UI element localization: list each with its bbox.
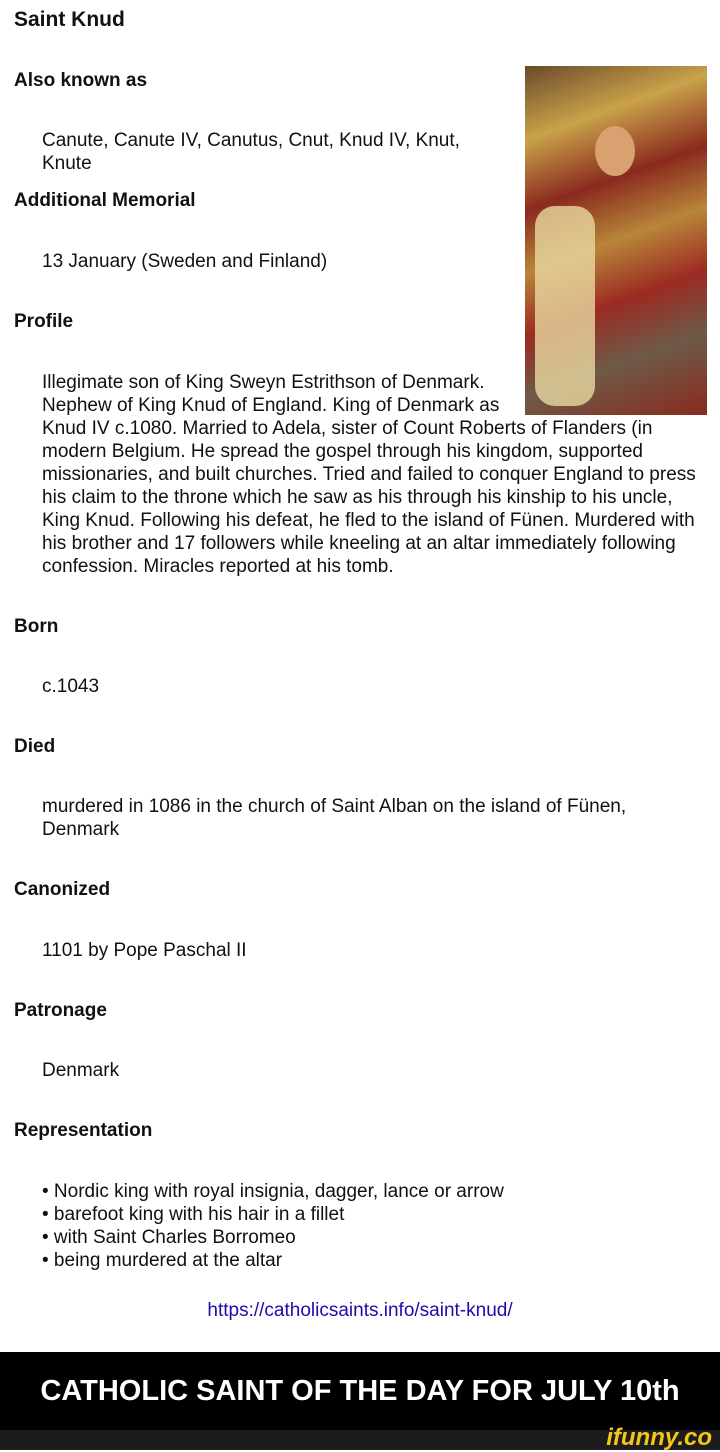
profile-text <box>42 371 702 578</box>
page-title: Saint Knud <box>14 8 125 31</box>
also-known-as-text: Canute, Canute IV, Canutus, Cnut, Knud IV, Knut, Knute <box>42 130 460 174</box>
ifunny-watermark-logo: ifunny.co <box>606 1424 712 1451</box>
list-item: • barefoot king with his hair in a fillet <box>42 1204 345 1225</box>
memorial-text: 13 January (Sweden and Finland) <box>42 251 328 272</box>
heading-profile: Profile <box>14 311 74 332</box>
list-item: • with Saint Charles Borromeo <box>42 1227 296 1248</box>
heading-canonized: Canonized <box>14 879 111 900</box>
died-text: murdered in 1086 in the church of Saint Alban on the island of Fünen, Denmark <box>42 796 627 840</box>
patronage-text: Denmark <box>42 1060 120 1081</box>
heading-also-known-as: Also known as <box>14 70 148 91</box>
representation-list <box>42 1180 702 1272</box>
list-item: • Nordic king with royal insignia, dagger, lance or arrow <box>42 1181 504 1202</box>
watermark-bar <box>0 1424 720 1451</box>
canonized-text: 1101 by Pope Paschal II <box>42 940 247 961</box>
born-text: c.1043 <box>42 676 100 697</box>
source-link[interactable]: https://catholicsaints.info/saint-knud/ <box>207 1300 513 1321</box>
caption-banner: CATHOLIC SAINT OF THE DAY FOR JULY 10th <box>0 1352 720 1430</box>
profile-paragraph: Illegimate son of King Sweyn Estrithson of Denmark. Nephew of King Knud of England. King of Denmark as Knud IV c.1080. Married to Adela, sister of Count Roberts of Flanders (in modern Belgium. He spread the gospel through his kingdom, supported missionaries, and built churches. Tried and failed to conquer England to press his claim to the throne which he saw as his through his kinship to his uncle, King Knud. Following his defeat, he fled to the island of Fünen. Murdered with his brother and 17 followers while kneeling at an altar immediately following confession. Miracles reported at his tomb. <box>42 372 696 577</box>
list-item: • being murdered at the altar <box>42 1250 283 1271</box>
heading-born: Born <box>14 616 59 637</box>
heading-died: Died <box>14 736 56 757</box>
heading-representation: Representation <box>14 1120 153 1141</box>
saint-portrait-image <box>525 66 707 415</box>
heading-patronage: Patronage <box>14 1000 107 1021</box>
heading-additional-memorial: Additional Memorial <box>14 190 196 211</box>
